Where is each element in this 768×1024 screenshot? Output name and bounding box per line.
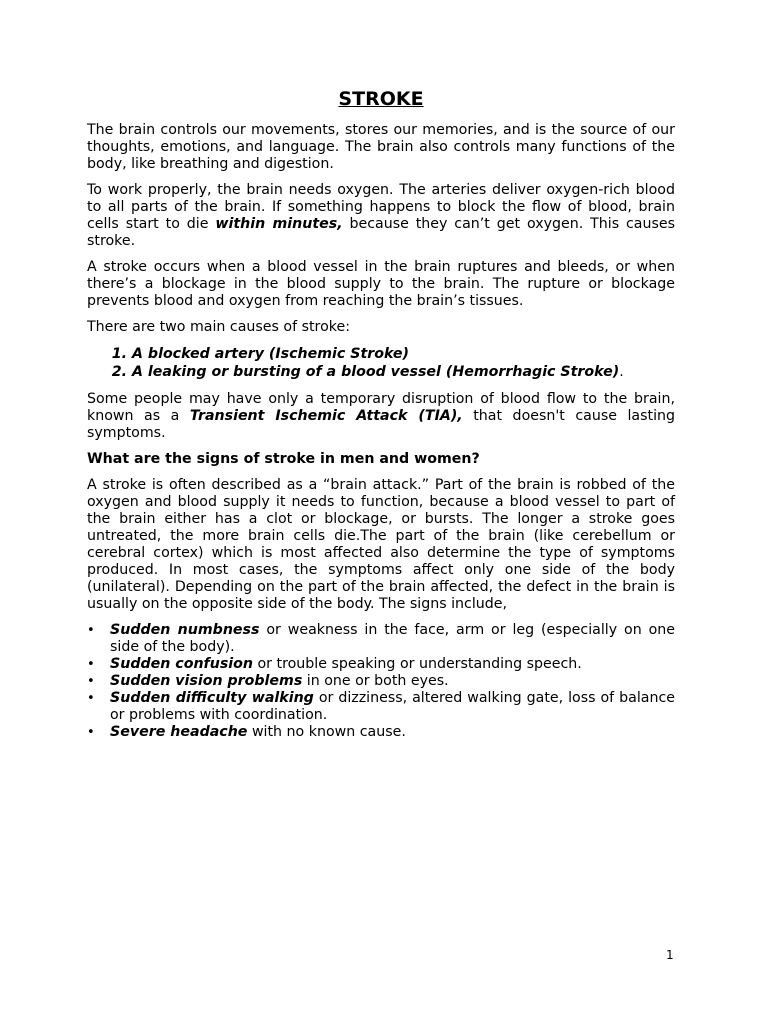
paragraph-stroke-definition: A stroke occurs when a blood vessel in the brain ruptures and bleeds, or when there’s a blockage in the blood supply to the brain. The rupture or blockage prevents blood and oxygen from reaching the brain’s tissues. bbox=[87, 259, 675, 309]
paragraph-brain-attack: A stroke is often described as a “brain attack.” Part of the brain is robbed of the oxygen and blood supply it needs to function, because a blood vessel to part of the brain either has a clot or blockage, or bursts. The longer a stroke goes untreated, the more brain cells die.The part of the brain (like cerebellum or cerebral cortex) which is most affected also determine the type of symptoms produced. In most cases, the symptoms affect only one side of the body (unilateral). Depending on the part of the brain affected, the defect in the brain is usually on the opposite side of the body. The signs include, bbox=[87, 477, 675, 612]
signs-heading: What are the signs of stroke in men and women? bbox=[87, 451, 480, 467]
sign-emphasis: Severe headache bbox=[110, 724, 248, 740]
document-body bbox=[87, 86, 675, 741]
paragraph-oxygen-text: To work properly, the brain needs oxygen. The arteries deliver oxygen-rich blood to all parts of the brain. If something happens to block the flow of blood, brain cells start to die bbox=[87, 182, 675, 232]
bullet-icon: • bbox=[87, 674, 95, 689]
paragraph-intro: The brain controls our movements, stores our memories, and is the source of our thoughts, emotions, and language. The brain also controls many functions of the body, like breathing and digestion. bbox=[87, 122, 675, 172]
sign-item bbox=[87, 656, 675, 673]
sign-item bbox=[87, 622, 675, 656]
cause-text: A blocked artery (Ischemic Stroke) bbox=[132, 346, 410, 362]
paragraph-tia-text-end: that doesn't cause lasting symptoms. bbox=[87, 408, 676, 441]
causes-list bbox=[87, 345, 675, 381]
sign-emphasis: Sudden vision problems bbox=[110, 673, 303, 689]
bullet-icon: • bbox=[87, 657, 95, 672]
paragraph-causes-intro: There are two main causes of stroke: bbox=[87, 319, 350, 335]
sign-emphasis: Sudden difficulty walking bbox=[110, 690, 314, 706]
bullet-icon: • bbox=[87, 623, 95, 638]
sign-emphasis: Sudden numbness bbox=[110, 622, 260, 638]
cause-item bbox=[132, 363, 675, 381]
sign-text: or trouble speaking or understanding speech. bbox=[252, 656, 582, 672]
emphasis-within-minutes: within minutes, bbox=[215, 216, 343, 232]
sign-item bbox=[87, 673, 675, 690]
sign-text: or dizziness, altered walking gate, loss of balance or problems with coordination. bbox=[110, 690, 675, 723]
sign-text: or weakness in the face, arm or leg (especially on one side of the body). bbox=[110, 622, 675, 655]
emphasis-tia: Transient Ischemic Attack (TIA), bbox=[189, 408, 463, 424]
sign-item bbox=[87, 724, 675, 741]
sign-text: in one or both eyes. bbox=[302, 673, 449, 689]
cause-suffix: . bbox=[619, 364, 624, 380]
cause-text: A leaking or bursting of a blood vessel (Hemorrhagic Stroke) bbox=[132, 364, 620, 380]
sign-text: with no known cause. bbox=[247, 724, 406, 740]
cause-item bbox=[132, 345, 675, 363]
paragraph-oxygen bbox=[87, 182, 675, 250]
bullet-icon: • bbox=[87, 691, 95, 706]
paragraph-oxygen-text-end: because they can’t get oxygen. This causes stroke. bbox=[87, 216, 675, 249]
sign-emphasis: Sudden confusion bbox=[110, 656, 253, 672]
bullet-icon: • bbox=[87, 725, 95, 740]
paragraph-tia bbox=[87, 391, 675, 442]
paragraph-tia-text: Some people may have only a temporary disruption of blood flow to the brain, known as a bbox=[87, 391, 675, 424]
signs-list bbox=[87, 622, 675, 741]
sign-item bbox=[87, 690, 675, 724]
page-number: 1 bbox=[666, 948, 674, 962]
page-title: STROKE bbox=[338, 88, 424, 110]
